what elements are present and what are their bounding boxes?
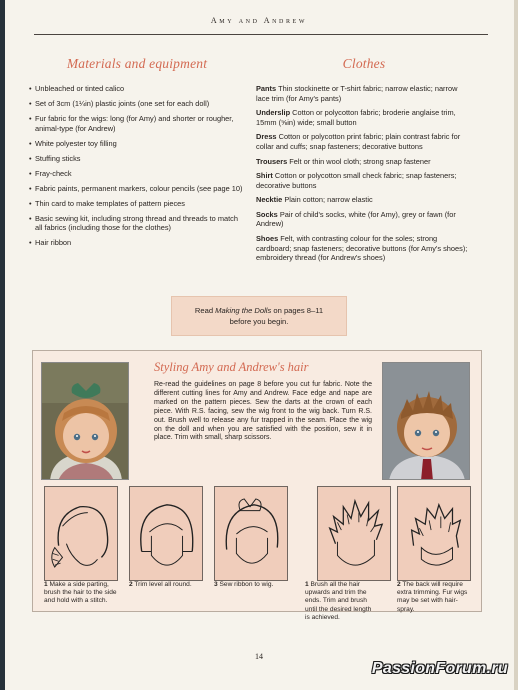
clothes-text: Plain cotton; narrow elastic [284, 195, 373, 205]
clothes-item [256, 234, 472, 263]
materials-column [30, 56, 244, 253]
page-edge [514, 0, 518, 690]
clothes-text: Felt, with contrasting colour for the soles; strong cardboard; snap fasteners; decorative buttons (for Amy's shoes); embroidery thread (for Andrew's shoes) [256, 233, 468, 263]
clothes-term: Trousers [256, 156, 288, 166]
read-line2: before you begin. [229, 317, 289, 326]
binder-edge [0, 0, 5, 690]
step-caption [129, 581, 205, 589]
clothes-term: Socks [256, 209, 278, 219]
list-item: • Stuffing sticks [30, 154, 244, 164]
step-number: 2 [397, 581, 401, 588]
clothes-term: Pants [256, 84, 277, 93]
list-item: • Fray-check [30, 169, 244, 179]
list-item: • Set of 3cm (1¼in) plastic joints (one set for each doll) [30, 99, 244, 109]
clothes-text: Cotton or polycotton print fabric; plain contrast fabric for collar and cuffs; snap fasteners; decorative buttons [256, 132, 461, 152]
step-2-amy-diagram [129, 486, 203, 581]
clothes-item [256, 84, 472, 104]
clothes-item [256, 132, 472, 152]
step-text: Trim level all round. [134, 581, 192, 588]
step-caption [305, 581, 375, 622]
step-number: 2 [129, 581, 133, 588]
hair-styling-panel [32, 350, 482, 621]
clothes-item [256, 210, 472, 230]
amy-doll-photo [41, 362, 129, 480]
read-title: Making the Dolls [215, 306, 272, 315]
list-item: • Unbleached or tinted calico [30, 84, 244, 94]
watermark-logo: PassionForum.ru [371, 660, 508, 677]
clothes-item [256, 157, 472, 167]
clothes-term: Underslip [256, 108, 291, 118]
step-number: 1 [305, 581, 309, 588]
step-text: Make a side parting, brush the hair to the side and hold with a stitch. [44, 581, 117, 605]
header-rule [34, 34, 488, 35]
clothes-term: Shoes [256, 233, 279, 243]
step-2-andrew-diagram [397, 486, 471, 581]
read-prefix: Read [194, 306, 216, 315]
step-number: 1 [44, 581, 48, 588]
list-item: • Fur fabric for the wigs: long (for Amy) and shorter or rougher, animal-type (for Andrew) [30, 114, 244, 134]
clothes-item [256, 108, 472, 128]
step-caption [397, 581, 469, 614]
materials-heading: Materials and equipment [66, 56, 208, 71]
clothes-text: Thin stockinette or T-shirt fabric; narrow elastic; narrow lace trim (for Amy's pants) [256, 84, 458, 103]
clothes-heading: Clothes [342, 56, 386, 71]
materials-list [30, 84, 244, 248]
read-first-note [171, 296, 347, 336]
step-caption [44, 581, 120, 606]
andrew-doll-photo [382, 362, 470, 480]
list-item: • Fabric paints, permanent markers, colour pencils (see page 10) [30, 184, 244, 194]
page-number: 14 [255, 652, 263, 661]
clothes-text: Felt or thin wool cloth; strong snap fastener [289, 156, 431, 166]
step-1-andrew-diagram [317, 486, 391, 581]
step-3-amy-diagram [214, 486, 288, 581]
running-header: Amy and Andrew [210, 16, 308, 25]
clothes-term: Dress [256, 132, 277, 142]
step-1-amy-diagram [44, 486, 118, 581]
list-item: • White polyester toy filling [30, 139, 244, 149]
clothes-term: Shirt [256, 170, 273, 180]
clothes-text: Pair of child's socks, white (for Amy), grey or fawn (for Andrew) [256, 209, 456, 229]
step-text: Sew ribbon to wig. [219, 581, 274, 588]
list-item: • Hair ribbon [30, 238, 244, 248]
clothes-text: Cotton or polycotton fabric; broderie anglaise trim, 15mm (⅝in) wide; small button [256, 108, 456, 127]
clothes-item [256, 195, 472, 205]
hair-heading: Styling Amy and Andrew's hair [154, 360, 309, 374]
clothes-term: Necktie [256, 195, 283, 205]
step-text: Brush all the hair upwards and trim the ends. Trim and brush until the desired length is achieved. [305, 581, 372, 621]
list-item: • Basic sewing kit, including strong thread and threads to match all fabrics (including those for the clothes) [30, 214, 244, 234]
step-number: 3 [214, 581, 218, 588]
clothes-column [256, 56, 472, 268]
list-item: • Thin card to make templates of pattern pieces [30, 199, 244, 209]
clothes-text: Cotton or polycotton small check fabric; snap fasteners; decorative buttons [256, 170, 457, 190]
step-text: The back will require extra trimming. Fur wigs may be set with hair-spray. [397, 581, 468, 613]
read-suffix: on pages 8–11 [271, 306, 324, 315]
step-caption [214, 581, 290, 589]
clothes-item [256, 171, 472, 191]
hair-instructions: Re-read the guidelines on page 8 before you cut fur fabric. Note the different cutting lines for Amy and Andrew. Face edge and nape are marked on the pattern pieces. Sew the darts at the crown of each piece. With R.S. facing, sew the wig front to the wig back. Turn R.S. out. Brush well to release any fur trapped in the seam. Place the wig on the doll and when you are satisfied with the position, sew it in place. Trim with small, sharp scissors. [154, 381, 372, 442]
